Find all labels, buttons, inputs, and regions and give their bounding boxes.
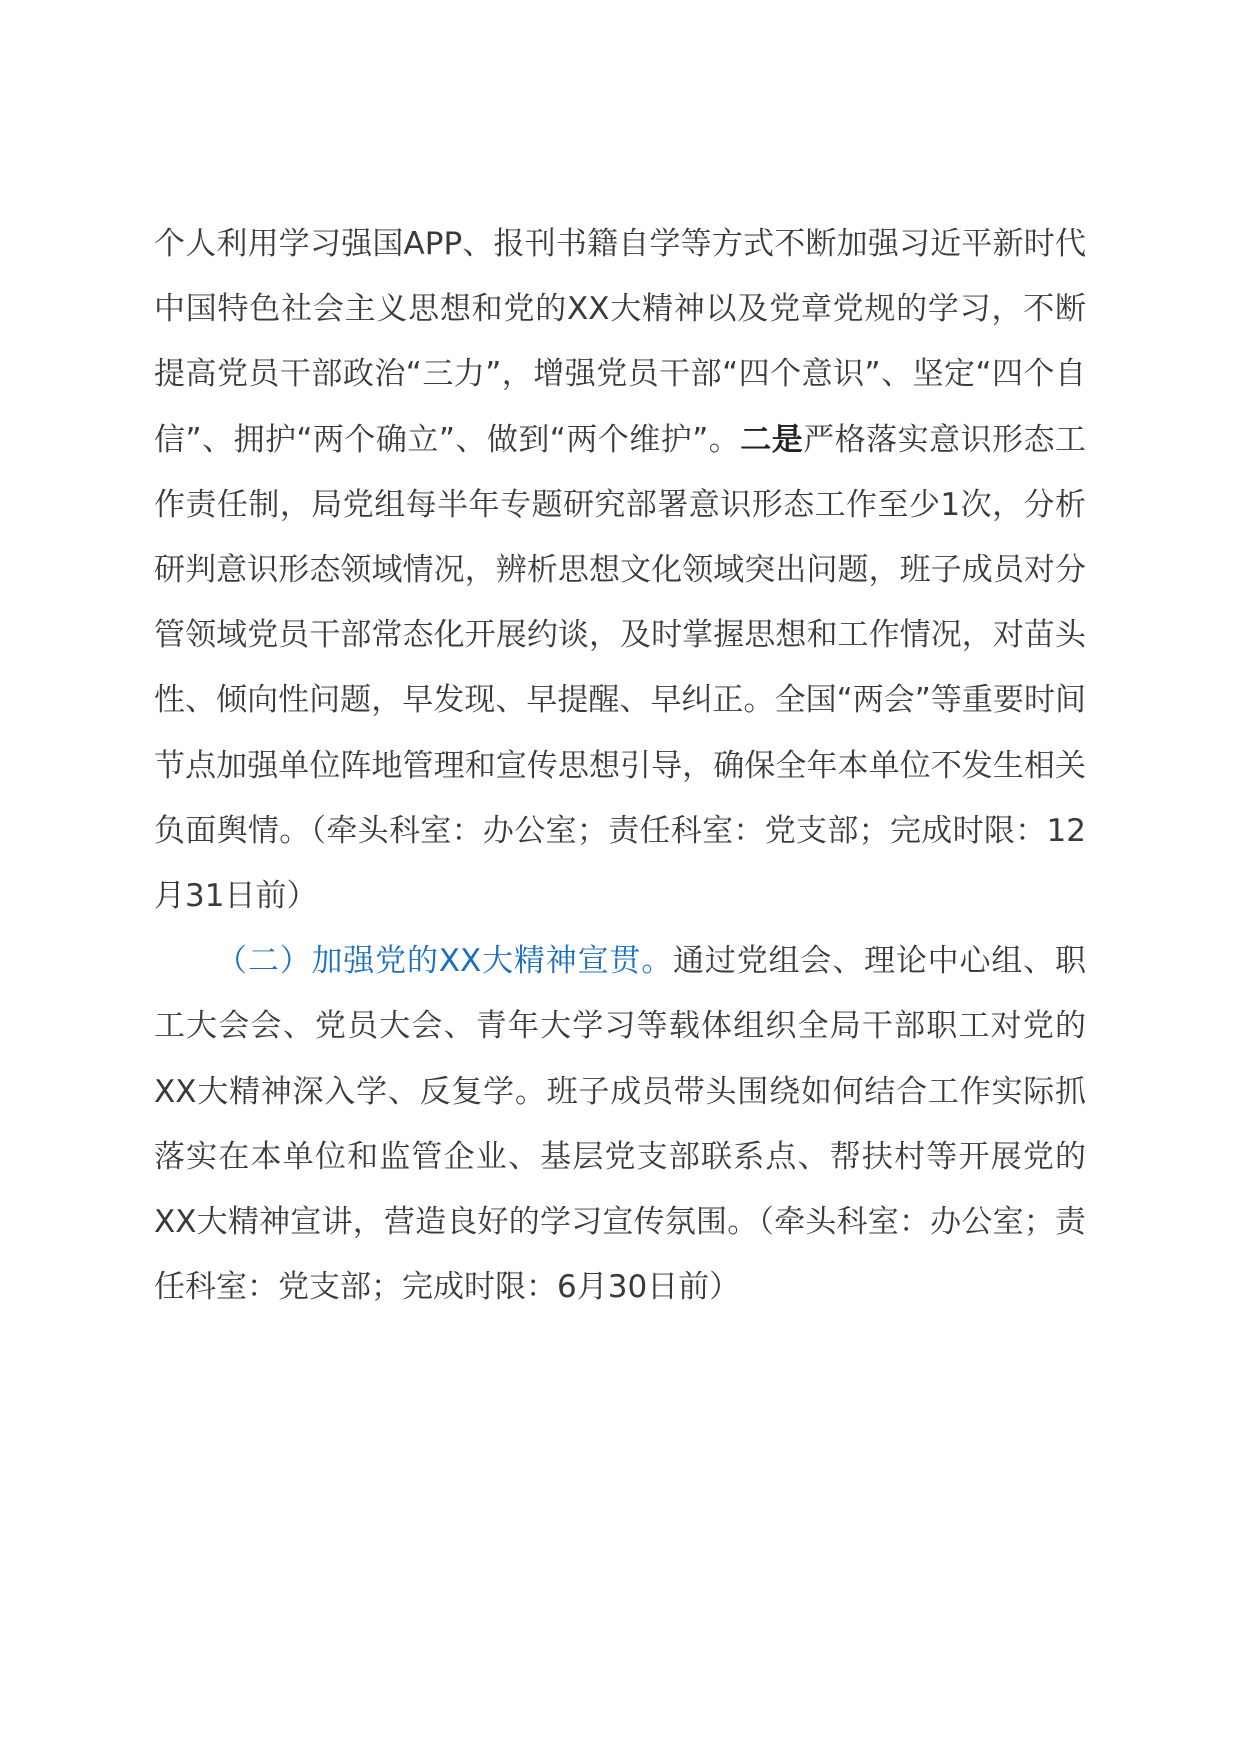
paragraph-text-part-1: 个人利用学习强国APP、报刊书籍自学等方式不断加强习近平新时代中国特色社会主义思想和党的XX大精神以及党章党规的学习，不断提高党员干部政治“三力”，增强党员干部“四个意识”、坚定“四个自信”、拥护“两个确立”、做到“两个维护”。 <box>154 226 1086 458</box>
paragraph-text: 通过党组会、理论中心组、职工大会会、党员大会、青年大学习等载体组织全局干部职工对党的XX大精神深入学、反复学。班子成员带头围绕如何结合工作实际抓落实在本单位和监管企业、基层党支部联系点、帮扶村等开展党的XX大精神宣讲，营造良好的学习宣传氛围。（牵头科室：办公室；责任科室：党支部；完成时限：6月30日前） <box>154 943 1086 1306</box>
paragraph-text-part-2: 严格落实意识形态工作责任制，局党组每半年专题研究部署意识形态工作至少1次，分析研判意识形态领域情况，辨析思想文化领域突出问题，班子成员对分管领域党员干部常态化开展约谈，及时掌握思想和工作情况，对苗头性、倾向性问题，早发现、早提醒、早纠正。全国“两会”等重要时间节点加强单位阵地管理和宣传思想引导，确保全年本单位不发生相关负面舆情。（牵头科室：办公室；责任科室：党支部；完成时限：12月31日前） <box>154 421 1086 915</box>
document-body <box>154 212 1086 1320</box>
section-heading: （二）加强党的XX大精神宣贯。 <box>216 943 674 980</box>
bold-label-second: 二是 <box>740 421 804 458</box>
paragraph-congress-spirit <box>154 929 1086 1320</box>
paragraph-ideology-work <box>154 212 1086 929</box>
